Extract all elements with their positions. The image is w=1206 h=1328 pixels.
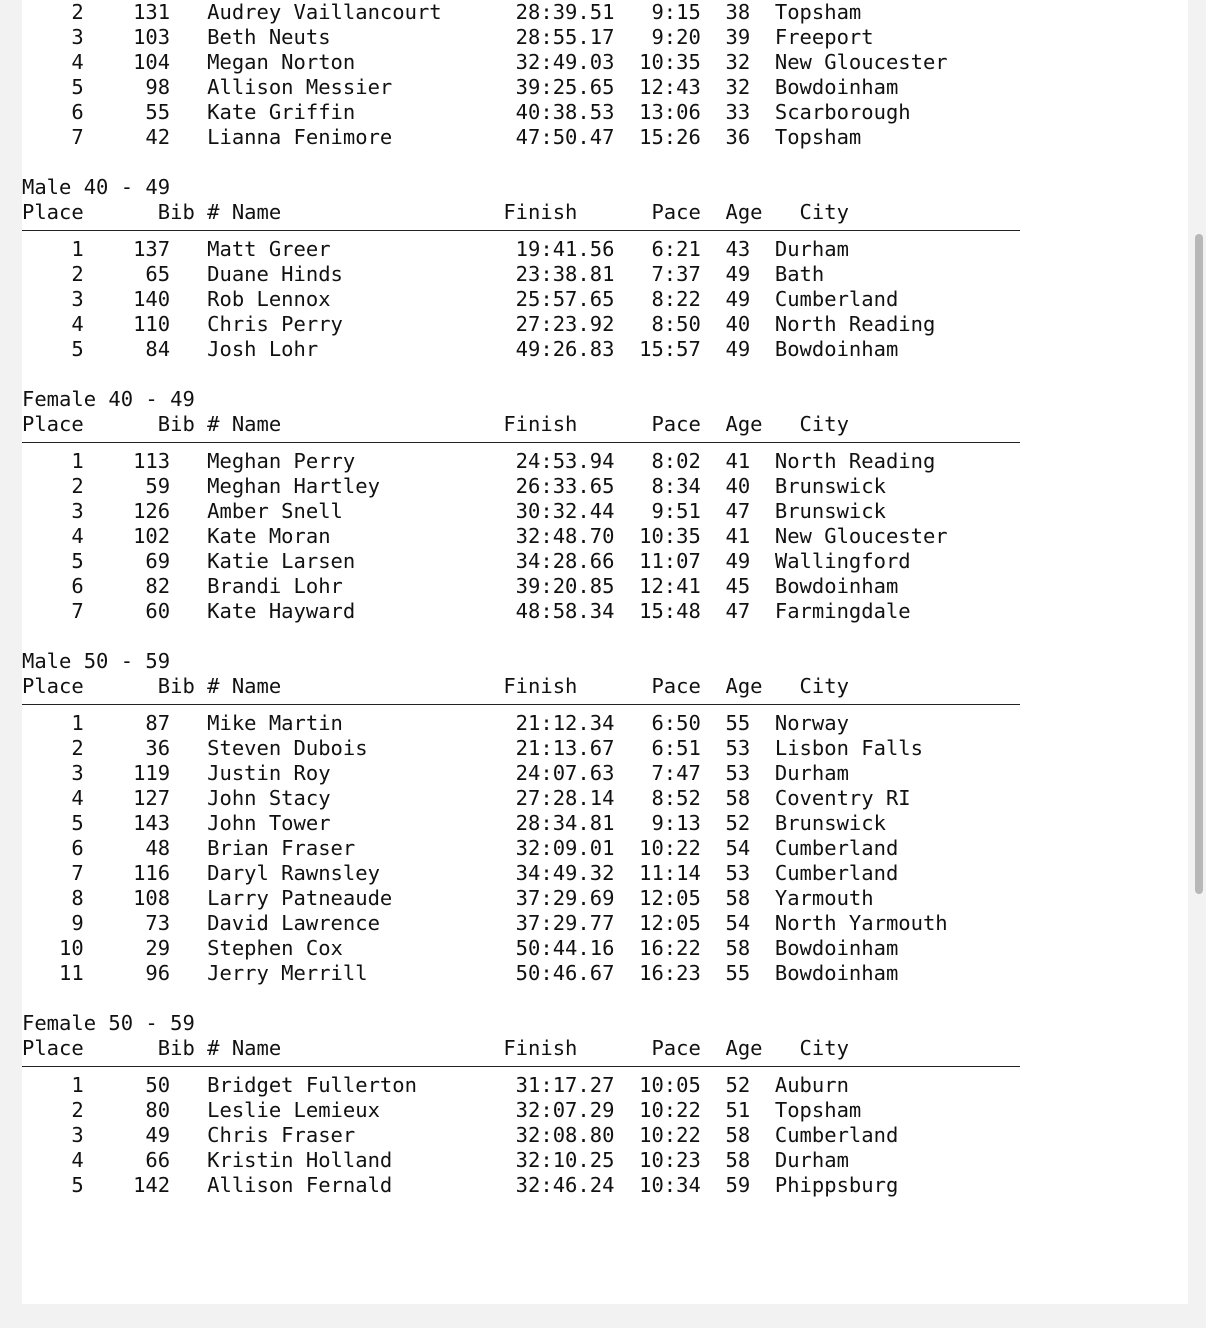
results-text-content xyxy=(22,0,1188,1198)
table-row: 1 50 Bridget Fullerton 31:17.27 10:05 52 Auburn xyxy=(22,1073,849,1097)
page-margin-bottom xyxy=(0,1304,1206,1328)
table-header: Place Bib # Name Finish Pace Age City xyxy=(22,674,849,698)
table-row: 10 29 Stephen Cox 50:44.16 16:22 58 Bowdoinham xyxy=(22,936,899,960)
table-header: Place Bib # Name Finish Pace Age City xyxy=(22,412,849,436)
table-row: 5 98 Allison Messier 39:25.65 12:43 32 Bowdoinham xyxy=(22,75,899,99)
table-row: 2 36 Steven Dubois 21:13.67 6:51 53 Lisbon Falls xyxy=(22,736,923,760)
document-sheet xyxy=(22,0,1188,1304)
results-rows xyxy=(22,711,1188,986)
scrollbar-thumb[interactable] xyxy=(1195,234,1203,894)
table-row: 5 143 John Tower 28:34.81 9:13 52 Brunswick xyxy=(22,811,886,835)
table-header: Place Bib # Name Finish Pace Age City xyxy=(22,200,849,224)
table-row: 4 66 Kristin Holland 32:10.25 10:23 58 Durham xyxy=(22,1148,849,1172)
table-row: 6 48 Brian Fraser 32:09.01 10:22 54 Cumberland xyxy=(22,836,899,860)
table-row: 1 87 Mike Martin 21:12.34 6:50 55 Norway xyxy=(22,711,849,735)
table-row: 7 60 Kate Hayward 48:58.34 15:48 47 Farmingdale xyxy=(22,599,911,623)
table-row: 3 119 Justin Roy 24:07.63 7:47 53 Durham xyxy=(22,761,849,785)
table-row: 4 104 Megan Norton 32:49.03 10:35 32 New Gloucester xyxy=(22,50,948,74)
header-rule xyxy=(22,230,1020,231)
header-rule xyxy=(22,1066,1020,1067)
division-title: Male 40 - 49 xyxy=(22,175,171,199)
header-rule xyxy=(22,442,1020,443)
table-row: 1 137 Matt Greer 19:41.56 6:21 43 Durham xyxy=(22,237,849,261)
table-row: 5 84 Josh Lohr 49:26.83 15:57 49 Bowdoinham xyxy=(22,337,899,361)
results-rows xyxy=(22,0,1188,150)
division-title: Male 50 - 59 xyxy=(22,649,171,673)
table-row: 4 110 Chris Perry 27:23.92 8:50 40 North Reading xyxy=(22,312,936,336)
results-rows xyxy=(22,237,1188,362)
table-header: Place Bib # Name Finish Pace Age City xyxy=(22,1036,849,1060)
table-row: 5 142 Allison Fernald 32:46.24 10:34 59 Phippsburg xyxy=(22,1173,899,1197)
table-row: 1 113 Meghan Perry 24:53.94 8:02 41 North Reading xyxy=(22,449,936,473)
spacer xyxy=(22,986,1188,1011)
table-row: 5 69 Katie Larsen 34:28.66 11:07 49 Wallingford xyxy=(22,549,911,573)
table-row: 3 126 Amber Snell 30:32.44 9:51 47 Brunswick xyxy=(22,499,886,523)
spacer xyxy=(22,624,1188,649)
table-row: 2 59 Meghan Hartley 26:33.65 8:34 40 Brunswick xyxy=(22,474,886,498)
table-row: 7 42 Lianna Fenimore 47:50.47 15:26 36 Topsham xyxy=(22,125,862,149)
table-row: 7 116 Daryl Rawnsley 34:49.32 11:14 53 Cumberland xyxy=(22,861,899,885)
table-row: 2 131 Audrey Vaillancourt 28:39.51 9:15 38 Topsham xyxy=(22,0,862,24)
spacer xyxy=(22,362,1188,387)
table-row: 3 103 Beth Neuts 28:55.17 9:20 39 Freeport xyxy=(22,25,874,49)
table-row: 2 65 Duane Hinds 23:38.81 7:37 49 Bath xyxy=(22,262,825,286)
table-row: 4 127 John Stacy 27:28.14 8:52 58 Coventry RI xyxy=(22,786,911,810)
table-row: 11 96 Jerry Merrill 50:46.67 16:23 55 Bowdoinham xyxy=(22,961,899,985)
table-row: 9 73 David Lawrence 37:29.77 12:05 54 North Yarmouth xyxy=(22,911,948,935)
results-rows xyxy=(22,1073,1188,1198)
scrollbar-track[interactable] xyxy=(1188,0,1206,1304)
division-title: Female 40 - 49 xyxy=(22,387,195,411)
table-row: 6 82 Brandi Lohr 39:20.85 12:41 45 Bowdoinham xyxy=(22,574,899,598)
table-row: 3 49 Chris Fraser 32:08.80 10:22 58 Cumberland xyxy=(22,1123,899,1147)
table-row: 4 102 Kate Moran 32:48.70 10:35 41 New Gloucester xyxy=(22,524,948,548)
results-rows xyxy=(22,449,1188,624)
page-margin-left xyxy=(0,0,22,1328)
division-title: Female 50 - 59 xyxy=(22,1011,195,1035)
spacer xyxy=(22,150,1188,175)
table-row: 3 140 Rob Lennox 25:57.65 8:22 49 Cumberland xyxy=(22,287,899,311)
table-row: 2 80 Leslie Lemieux 32:07.29 10:22 51 Topsham xyxy=(22,1098,862,1122)
table-row: 8 108 Larry Patneaude 37:29.69 12:05 58 Yarmouth xyxy=(22,886,874,910)
table-row: 6 55 Kate Griffin 40:38.53 13:06 33 Scarborough xyxy=(22,100,911,124)
header-rule xyxy=(22,704,1020,705)
